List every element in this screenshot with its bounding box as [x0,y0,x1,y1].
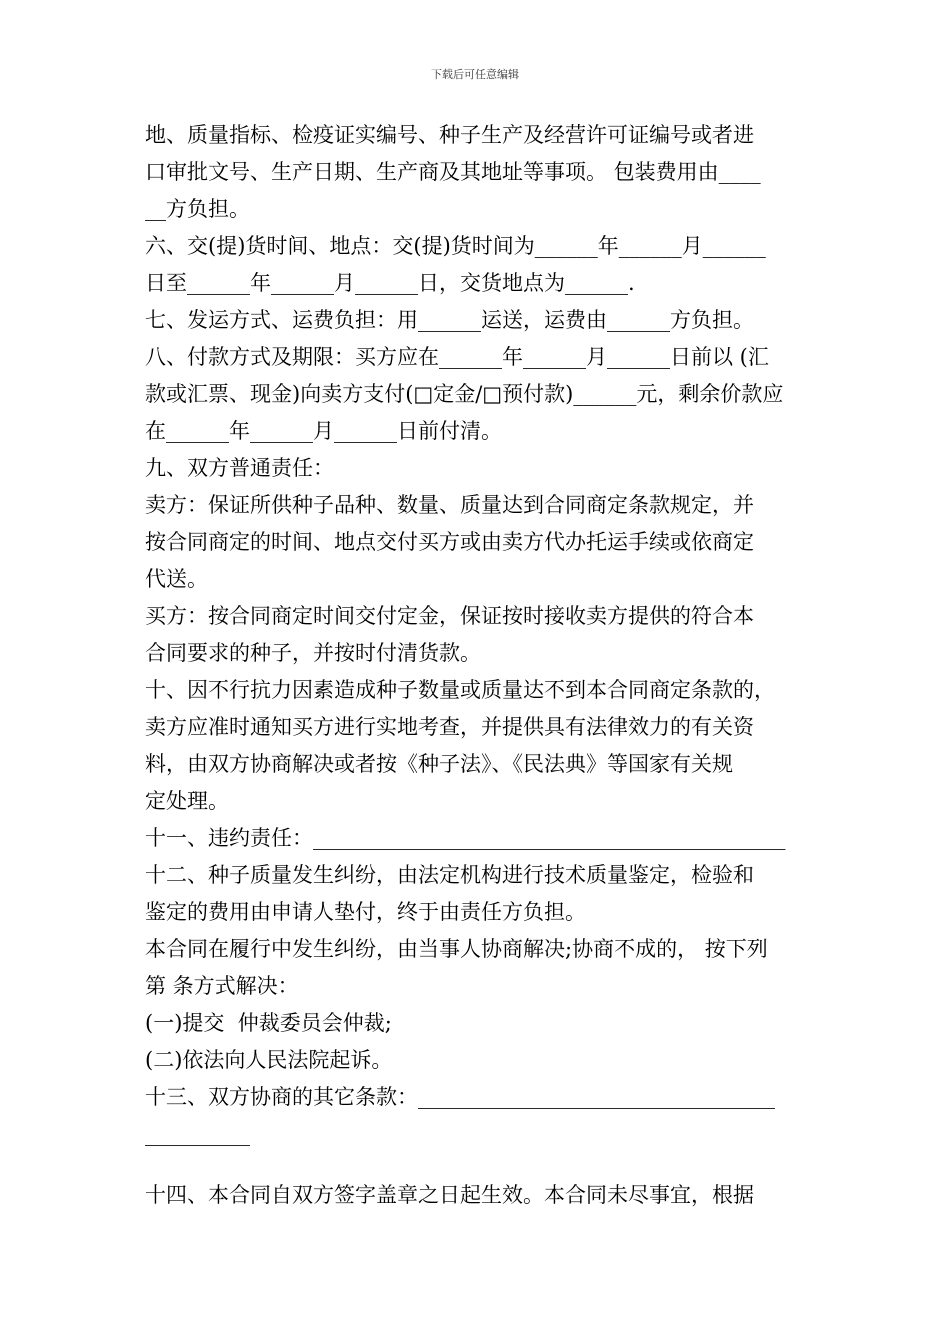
text-line: 十二、种子质量发生纠纷，由法定机构进行技术质量鉴定，检验和 [145,863,754,887]
text-line: 按合同商定的时间、地点交付买方或由卖方代办托运手续或依商定 [145,530,754,554]
text-line: __方负担。 [145,197,250,221]
text-line: 本合同在履行中发生纠纷，由当事人协商解决;协商不成的， 按下列 [145,937,768,961]
paragraph-spacer [145,1153,810,1177]
text-line: 卖方：保证所供种子品种、数量、质量达到合同商定条款规定，并 [145,493,754,517]
text-line: (二)依法向人民法院起诉。 [145,1048,393,1072]
text-line: 地、质量指标、检疫证实编号、种子生产及经营许可证编号或者进 [145,123,754,147]
text-line: 合同要求的种子，并按时付清货款。 [145,641,481,665]
text-line: 十、因不行抗力因素造成种子数量或质量达不到本合同商定条款的， [145,678,775,702]
text-line: 八、付款方式及期限：买方应在______年______月______日前以 (汇 [145,345,769,369]
text-line: __________ [145,1122,250,1146]
text-line: 六、交(提)货时间、地点：交(提)货时间为______年______月______ [145,234,766,258]
text-line: 买方：按合同商定时间交付定金，保证按时接收卖方提供的符合本 [145,604,754,628]
text-line: 十四、本合同自双方签字盖章之日起生效。本合同未尽事宜，根据 [145,1183,754,1207]
text-line: 日至______年______月______日，交货地点为______. [145,271,635,295]
text-line: 款或汇票、现金)向卖方支付(□定金/□预付款)______元，剩余价款应 [145,382,784,406]
document-body [145,117,810,1214]
text-line: 十一、违约责任：_____________________________________________ [145,826,786,850]
text-line: 定处理。 [145,789,229,813]
text-line: (一)提交 仲裁委员会仲裁; [145,1011,392,1035]
text-line: 第 条方式解决： [145,974,299,998]
text-line: 十三、双方协商的其它条款：__________________________________ [145,1085,775,1109]
page-header: 下载后可任意编辑 [431,68,519,81]
text-line: 代送。 [145,567,208,591]
text-line: 料，由双方协商解决或者按《种子法》、《民法典》等国家有关规 [145,752,733,776]
text-line: 口审批文号、生产日期、生产商及其地址等事项。 包装费用由____ [145,160,761,184]
text-line: 卖方应准时通知买方进行实地考查，并提供具有法律效力的有关资 [145,715,754,739]
text-line: 七、发运方式、运费负担：用______运送，运费由______方负担。 [145,308,754,332]
text-line: 九、双方普通责任： [145,456,334,480]
text-line: 在______年______月______日前付清。 [145,419,502,443]
text-line: 鉴定的费用由申请人垫付，终于由责任方负担。 [145,900,586,924]
